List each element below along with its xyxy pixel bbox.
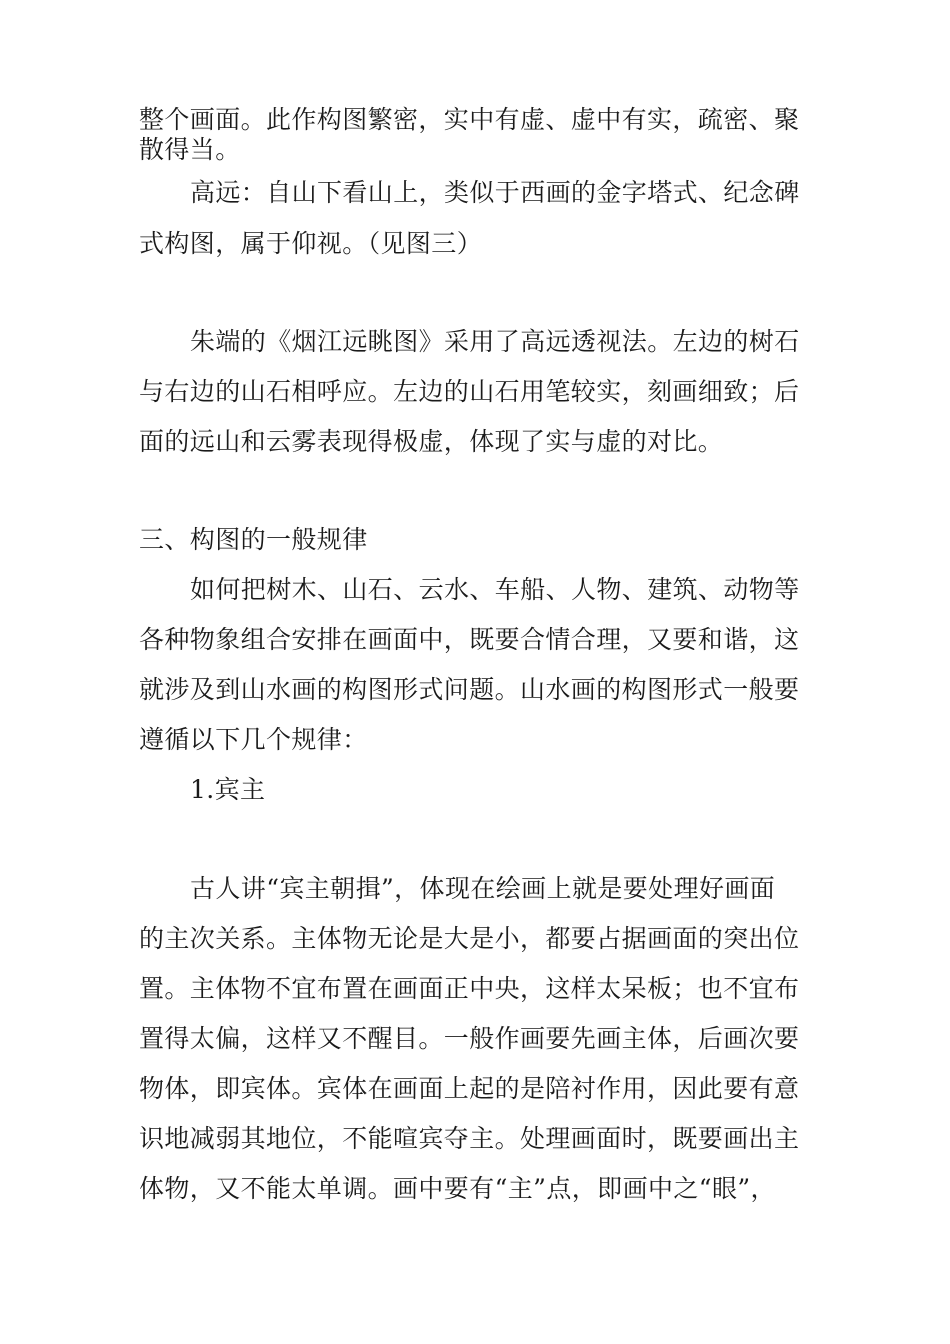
text-line: 的主次关系。主体物无论是大是小，都要占据画面的突出位 [139, 924, 800, 953]
text-line: 面的远山和云雾表现得极虚，体现了实与虚的对比。 [139, 427, 724, 456]
text-line: 与右边的山石相呼应。左边的山石用笔较实，刻画细致；后 [139, 377, 800, 406]
text-line: 识地减弱其地位，不能喧宾夺主。处理画面时，既要画出主 [139, 1124, 800, 1153]
text-line: 体物，又不能太单调。画中要有“主”点，即画中之“眼”， [139, 1174, 776, 1203]
text-line: 式构图，属于仰视。（见图三） [139, 229, 483, 258]
text-line: 整个画面。此作构图繁密，实中有虚、虚中有实，疏密、聚 [139, 105, 800, 134]
text-line: 各种物象组合安排在画面中，既要合情合理，又要和谐，这 [139, 625, 800, 654]
text-line: 置。主体物不宜布置在画面正中央，这样太呆板；也不宜布 [139, 974, 800, 1003]
text-line: 遵循以下几个规律： [139, 725, 368, 754]
text-line: 置得太偏，这样又不醒目。一般作画要先画主体，后画次要 [139, 1024, 800, 1053]
text-line: 如何把树木、山石、云水、车船、人物、建筑、动物等 [190, 575, 800, 604]
subheading: 1.宾主 [190, 775, 266, 804]
text-line: 物体，即宾体。宾体在画面上起的是陪衬作用，因此要有意 [139, 1074, 800, 1103]
text-line: 高远：自山下看山上，类似于西画的金字塔式、纪念碑 [190, 178, 800, 207]
text-line: 就涉及到山水画的构图形式问题。山水画的构图形式一般要 [139, 675, 800, 704]
text-line: 朱端的《烟江远眺图》采用了高远透视法。左边的树石 [190, 327, 800, 356]
section-heading: 三、构图的一般规律 [139, 525, 368, 554]
text-line: 散得当。 [139, 135, 241, 164]
text-line: 古人讲“宾主朝揖”，体现在绘画上就是要处理好画面 [190, 874, 776, 903]
